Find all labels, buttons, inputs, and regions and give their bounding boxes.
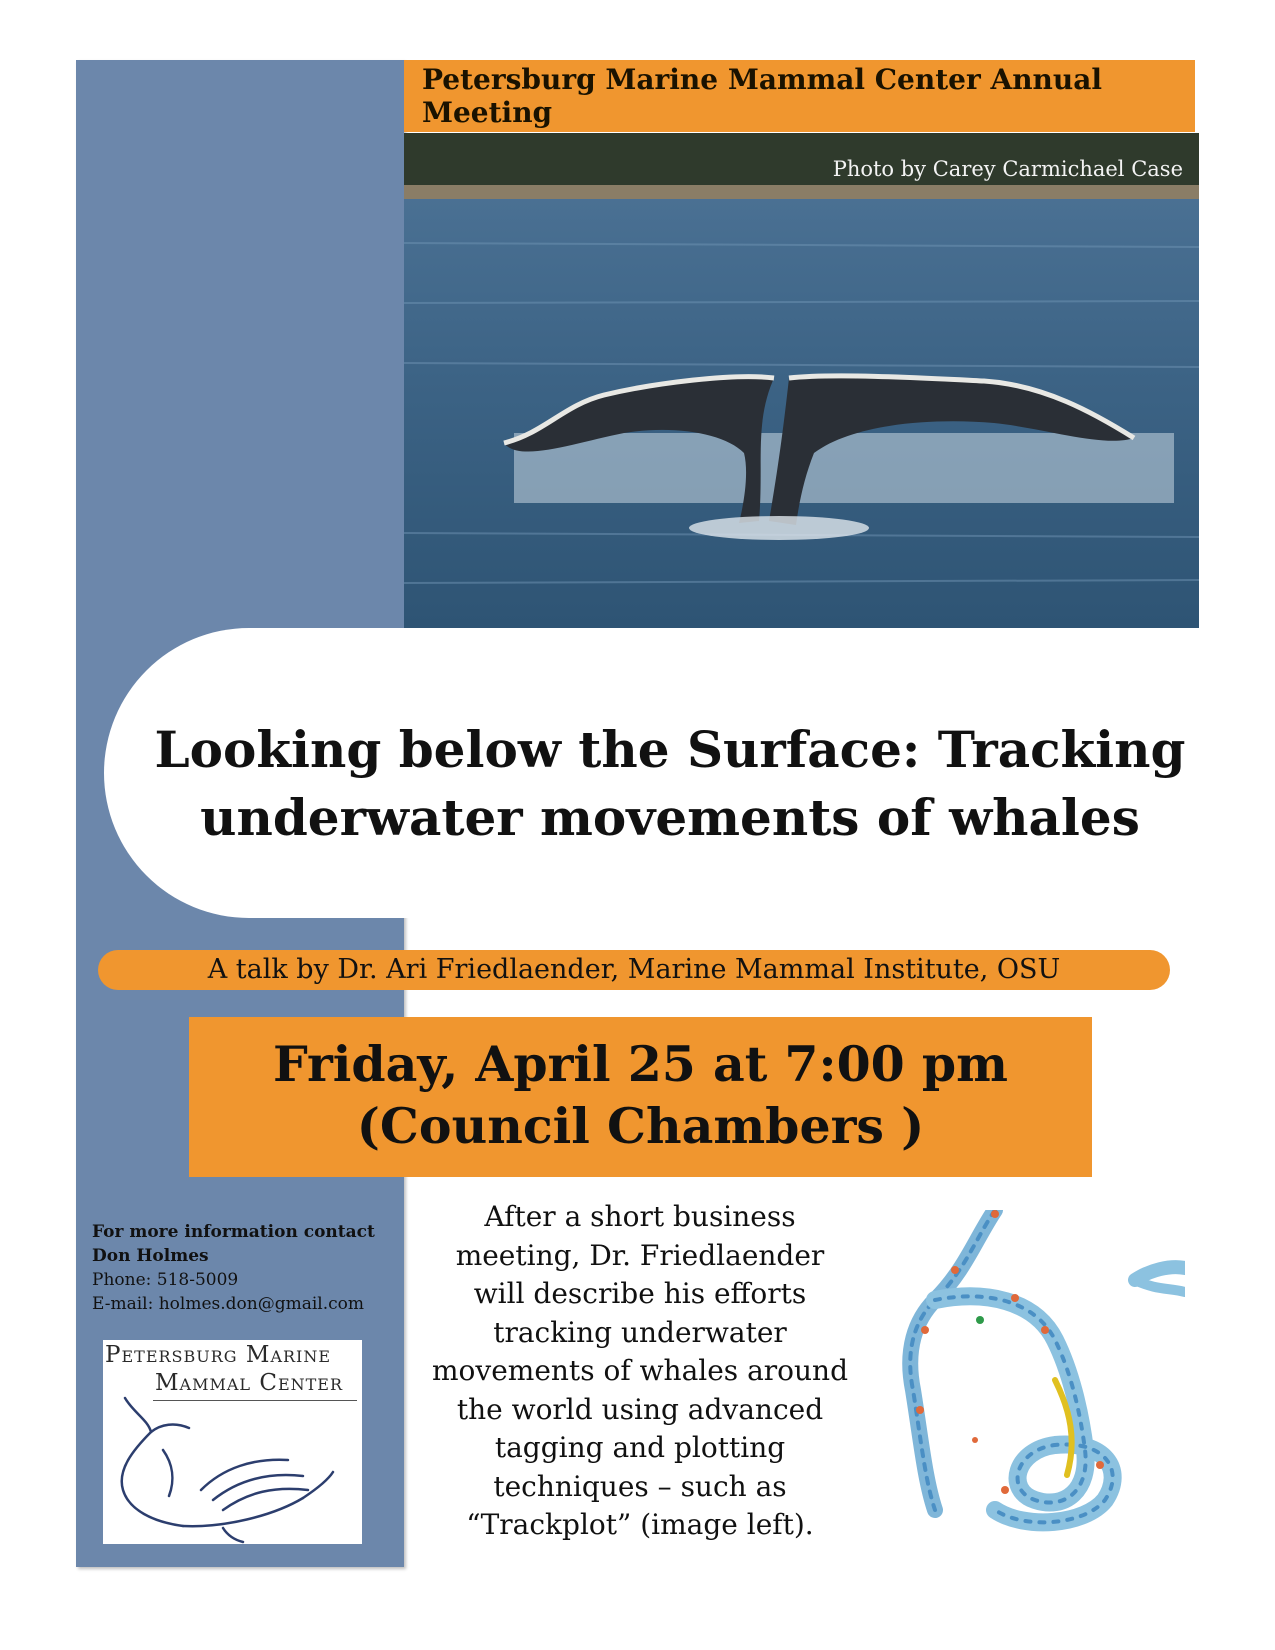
whale-tail-photo-art — [404, 133, 1199, 628]
header-title: Petersburg Marine Mammal Center Annual Meeting — [422, 63, 1103, 129]
event-date: Friday, April 25 at 7:00 pm — [273, 1035, 1008, 1093]
speaker-text: A talk by Dr. Ari Friedlaender, Marine Mammal Institute, OSU — [207, 954, 1061, 985]
contact-phone: Phone: 518-5009 — [92, 1270, 239, 1290]
contact-name: Don Holmes — [92, 1246, 209, 1266]
date-box — [189, 1017, 1092, 1177]
event-location: (Council Chambers ) — [356, 1097, 925, 1155]
contact-heading: For more information contact — [92, 1222, 375, 1242]
speaker-banner — [98, 950, 1170, 990]
whale-logo-icon — [103, 1340, 362, 1544]
trackplot-illustration — [895, 1210, 1185, 1540]
logo-line-2: Mammal Center — [155, 1370, 344, 1396]
center-logo — [103, 1340, 362, 1544]
event-title: Looking below the Surface: Tracking underwater movements of whales — [154, 720, 1186, 847]
logo-line-1: Petersburg Marine — [105, 1342, 332, 1368]
contact-info — [92, 1220, 402, 1316]
whale-tail-photo — [404, 133, 1199, 628]
trackplot-art — [895, 1210, 1185, 1540]
photo-credit: Photo by Carey Carmichael Case — [832, 157, 1183, 181]
header-bar — [404, 60, 1195, 132]
event-description: After a short business meeting, Dr. Friedlaender will describe his efforts tracking underwater movements of whales around the world using advanced tagging and plotting techniques – such as “Trackplot” (image left). — [431, 1200, 848, 1541]
contact-email[interactable]: E-mail: holmes.don@gmail.com — [92, 1294, 365, 1314]
